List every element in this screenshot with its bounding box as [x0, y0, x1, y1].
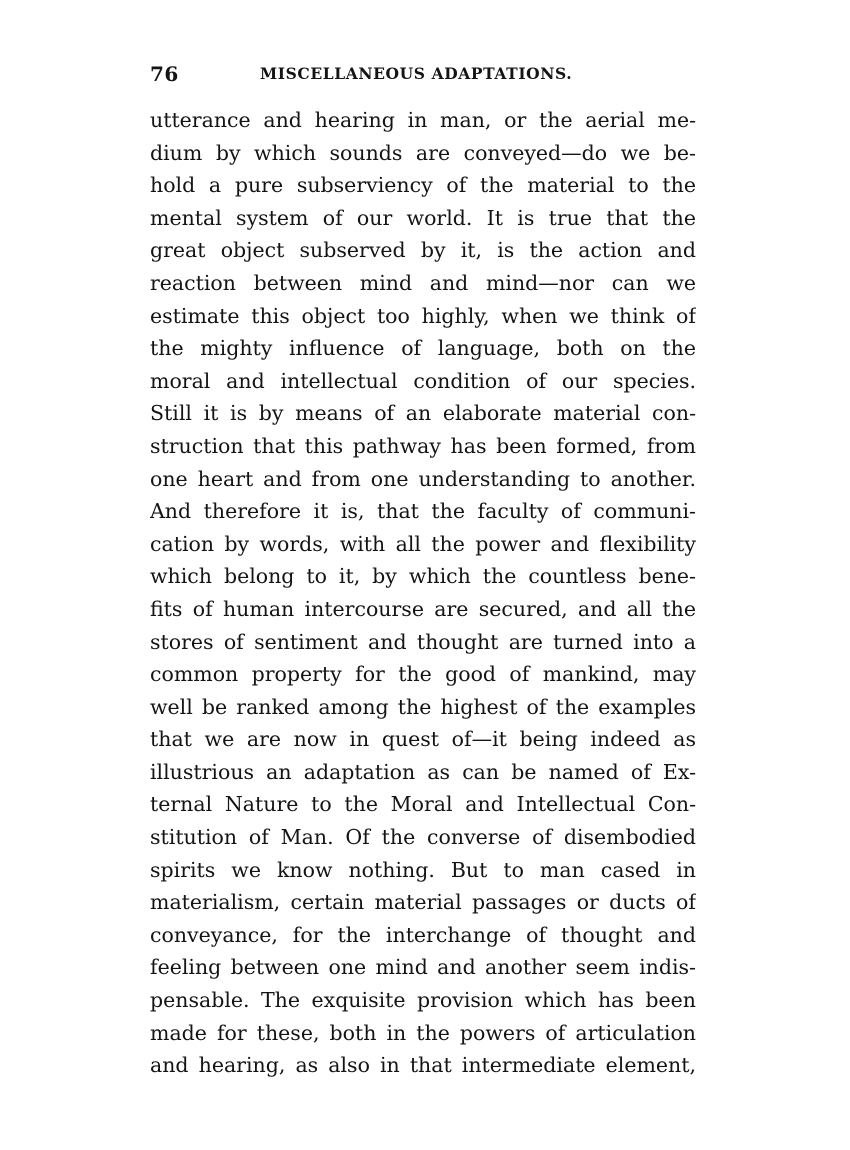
text-line: stitution of Man. Of the converse of disembodied: [150, 825, 696, 850]
text-line: that we are now in quest of—it being indeed as: [150, 727, 696, 752]
text-line: illustrious an adaptation as can be named of Ex-: [150, 759, 696, 784]
text-line: hold a pure subserviency of the material to the: [150, 173, 696, 198]
text-line: struction that this pathway has been formed, from: [150, 433, 696, 458]
text-line: And therefore it is, that the faculty of communi-: [150, 499, 696, 524]
text-line: common property for the good of mankind, may: [150, 662, 696, 687]
text-line: one heart and from one understanding to another.: [150, 466, 696, 491]
text-line: Still it is by means of an elaborate material con-: [150, 401, 696, 426]
text-line: spirits we know nothing. But to man cased in: [150, 857, 696, 882]
page-number: 76: [150, 62, 179, 86]
text-line: ternal Nature to the Moral and Intellectual Con-: [150, 792, 696, 817]
text-line: cation by words, with all the power and flexibility: [150, 531, 696, 556]
text-line: estimate this object too highly, when we think of: [150, 303, 696, 328]
text-line: pensable. The exquisite provision which has been: [150, 988, 696, 1013]
text-line: conveyance, for the interchange of thought and: [150, 922, 696, 947]
body-text: [150, 104, 696, 1082]
text-line: and hearing, as also in that intermediate element,: [150, 1053, 696, 1078]
text-line: materialism, certain material passages or ducts of: [150, 890, 696, 915]
text-line: dium by which sounds are conveyed—do we be-: [150, 140, 696, 165]
text-line: well be ranked among the highest of the examples: [150, 694, 696, 719]
text-line: fits of human intercourse are secured, and all the: [150, 596, 696, 621]
text-line: which belong to it, by which the countless bene-: [150, 564, 696, 589]
text-line: stores of sentiment and thought are turned into a: [150, 629, 696, 654]
text-line: made for these, both in the powers of articulation: [150, 1020, 696, 1045]
page-header: [150, 62, 696, 90]
text-line: the mighty influence of language, both on the: [150, 336, 696, 361]
text-line: feeling between one mind and another seem indis-: [150, 955, 696, 980]
text-line: reaction between mind and mind—nor can we: [150, 270, 696, 295]
text-line: utterance and hearing in man, or the aerial me-: [150, 108, 696, 132]
text-line: mental system of our world. It is true that the: [150, 205, 696, 230]
running-title: MISCELLANEOUS ADAPTATIONS.: [260, 64, 573, 83]
text-line: moral and intellectual condition of our species.: [150, 368, 696, 393]
text-line: great object subserved by it, is the action and: [150, 238, 696, 263]
